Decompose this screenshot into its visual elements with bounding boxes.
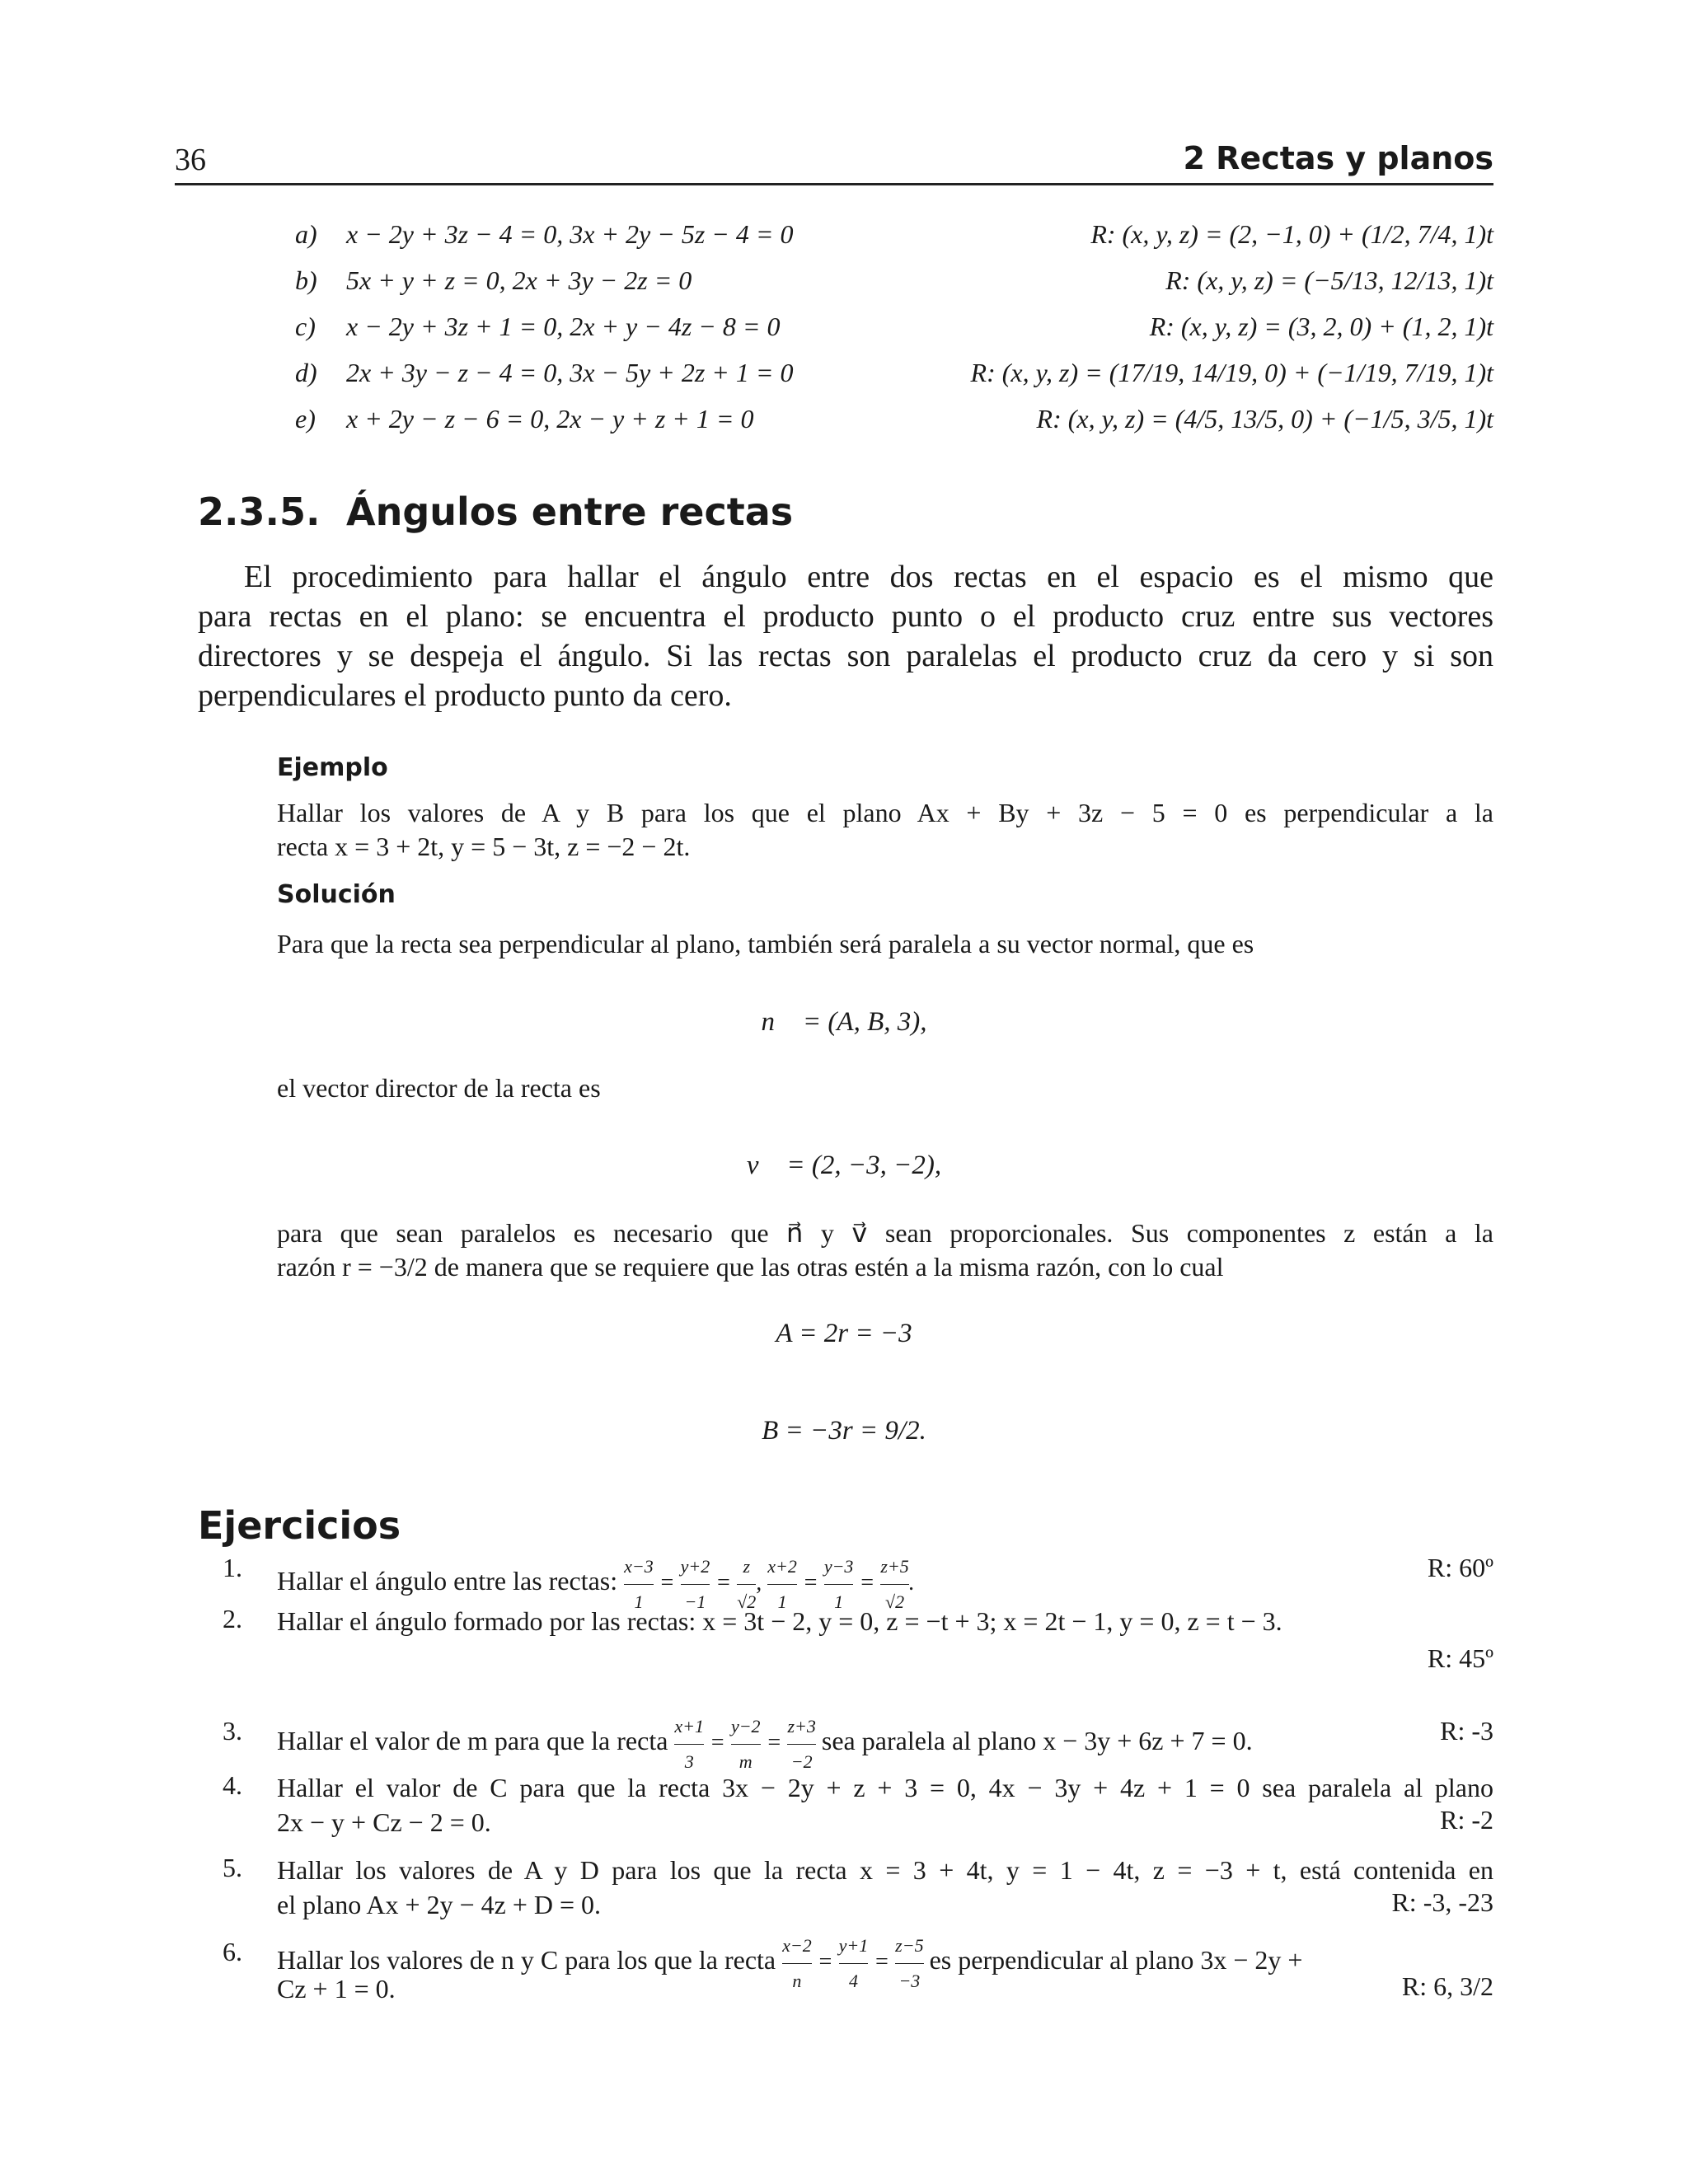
exercise-5-line-1: Hallar los valores de A y D para los que la recta x = 3 + 4t, y = 1 − 4t, z = −3 + t, está contenida en <box>277 1855 1493 1885</box>
solution-line-3b: razón r = −3/2 de manera que se requiere que las otras estén a la misma razón, con lo cual <box>277 1252 1224 1282</box>
intro-line-1: El procedimiento para hallar el ángulo entre dos rectas en el espacio es el mismo que <box>244 560 1493 594</box>
exercise-number: 1. <box>223 1553 242 1582</box>
system-answer: R: (x, y, z) = (17/19, 14/19, 0) + (−1/19, 7/19, 1)t <box>970 358 1493 387</box>
page-number: 36 <box>175 143 206 177</box>
exercise-3-text <box>277 1709 1493 1779</box>
example-statement-line-1: Hallar los valores de A y B para los que el plano Ax + By + 3z − 5 = 0 es perpendicular a la <box>277 798 1493 827</box>
chapter-title: 2 Rectas y planos <box>1183 140 1493 176</box>
intro-line-4: perpendiculares el producto punto da cero. <box>198 678 732 713</box>
exercise-6-suffix: es perpendicular al plano 3x − 2y + <box>929 1944 1303 1975</box>
exercise-5-line-2: el plano Ax + 2y − 4z + D = 0. <box>277 1890 602 1919</box>
header-rule <box>175 183 1493 185</box>
exercise-number: 6. <box>223 1937 242 1966</box>
exercises-heading: Ejercicios <box>198 1503 401 1548</box>
system-answer: R: (x, y, z) = (2, −1, 0) + (1/2, 7/4, 1)t <box>1090 219 1493 249</box>
system-row-b <box>175 265 1493 307</box>
section-title: Ángulos entre rectas <box>346 490 794 534</box>
exercise-3-prefix: Hallar el valor de m para que la recta <box>277 1725 668 1755</box>
exercise-number: 4. <box>223 1770 242 1800</box>
solution-line-3a: para que sean paralelos es necesario que n⃗ y v⃗ sean proporcionales. Sus componentes z están a la <box>277 1218 1493 1248</box>
system-row-c <box>175 312 1493 353</box>
system-equations: x + 2y − z − 6 = 0, 2x − y + z + 1 = 0 <box>346 404 754 434</box>
equation-normal-vector: n⃗ = (A, B, 3), <box>761 1007 927 1037</box>
intro-line-3: directores y se despeja el ángulo. Si las rectas son paralelas el producto cruz da cero y si son <box>198 639 1493 673</box>
system-answer: R: (x, y, z) = (3, 2, 0) + (1, 2, 1)t <box>1149 312 1493 341</box>
exercise-6-line-2: Cz + 1 = 0. <box>277 1974 396 2004</box>
exercise-4-answer: R: -2 <box>1440 1805 1493 1835</box>
solution-line-1: Para que la recta sea perpendicular al plano, también será paralela a su vector normal, que es <box>277 929 1254 958</box>
exercise-6-prefix: Hallar los valores de n y C para los que la recta <box>277 1944 776 1975</box>
exercise-1-prefix: Hallar el ángulo entre las rectas: <box>277 1565 618 1596</box>
solution-line-2: el vector director de la recta es <box>277 1073 601 1103</box>
system-equations: 5x + y + z = 0, 2x + 3y − 2z = 0 <box>346 265 692 295</box>
exercise-number: 5. <box>223 1853 242 1882</box>
system-label: a) <box>295 219 317 249</box>
system-equations: 2x + 3y − z − 4 = 0, 3x − 5y + 2z + 1 = 0 <box>346 358 794 387</box>
exercise-6-fractions: $\frac{x-2}{n}$ = $\frac{y+1}{4}$ = $\frac{z-5}{-3}$ <box>782 1949 929 1975</box>
exercise-5-answer: R: -3, -23 <box>1391 1887 1493 1917</box>
system-equations: x − 2y + 3z − 4 = 0, 3x + 2y − 5z − 4 = 0 <box>346 219 794 249</box>
exercise-2-answer: R: 45º <box>1427 1643 1493 1673</box>
system-answer: R: (x, y, z) = (4/5, 13/5, 0) + (−1/5, 3/5, 1)t <box>1036 404 1493 434</box>
system-row-e <box>175 404 1493 445</box>
exercise-4-line-1: Hallar el valor de C para que la recta 3x − 2y + z + 3 = 0, 4x − 3y + 4z + 1 = 0 sea paralela al plano <box>277 1773 1493 1802</box>
section-number: 2.3.5. <box>198 490 321 534</box>
equation-director-vector: v⃗ = (2, −3, −2), <box>746 1151 942 1180</box>
system-answer: R: (x, y, z) = (−5/13, 12/13, 1)t <box>1165 265 1493 295</box>
exercise-6-answer: R: 6, 3/2 <box>1401 1971 1493 2001</box>
exercise-3-fractions: $\frac{x+1}{3}$ = $\frac{y-2}{m}$ = $\frac{z+3}{-2}$ <box>674 1730 821 1755</box>
system-row-d <box>175 358 1493 399</box>
exercise-4-line-2: 2x − y + Cz − 2 = 0. <box>277 1807 491 1837</box>
solution-heading: Solución <box>277 880 396 909</box>
exercise-number: 3. <box>223 1716 242 1746</box>
exercise-3-suffix: sea paralela al plano x − 3y + 6z + 7 = 0. <box>821 1725 1253 1755</box>
equation-B: B = −3r = 9/2. <box>762 1416 926 1446</box>
exercise-1-fractions: $\frac{x-3}{1}$ = $\frac{y+2}{-1}$ = $\frac{z}{√2}$ , $\frac{x+2}{1}$ = $\frac{y-3}{1}$ = $\frac{z+5}{√2}$ . <box>624 1570 915 1596</box>
system-label: c) <box>295 312 316 341</box>
exercise-number: 2. <box>223 1604 242 1633</box>
system-equations: x − 2y + 3z + 1 = 0, 2x + y − 4z − 8 = 0 <box>346 312 781 341</box>
system-label: d) <box>295 358 317 387</box>
equation-A: A = 2r = −3 <box>776 1319 912 1348</box>
system-row-a <box>175 219 1493 260</box>
intro-line-2: para rectas en el plano: se encuentra el producto punto o el producto cruz entre sus vectores <box>198 599 1493 634</box>
example-heading: Ejemplo <box>277 753 388 782</box>
system-label: e) <box>295 404 316 434</box>
exercise-3-answer: R: -3 <box>1440 1716 1493 1746</box>
section-heading <box>198 490 793 534</box>
system-label: b) <box>295 265 317 295</box>
exercise-2-text: Hallar el ángulo formado por las rectas: x = 3t − 2, y = 0, z = −t + 3; x = 2t − 1, y = 0, z = t − 3. <box>277 1606 1282 1636</box>
example-statement-line-2: recta x = 3 + 2t, y = 5 − 3t, z = −2 − 2t. <box>277 832 691 861</box>
exercise-1-answer: R: 60º <box>1427 1553 1493 1582</box>
